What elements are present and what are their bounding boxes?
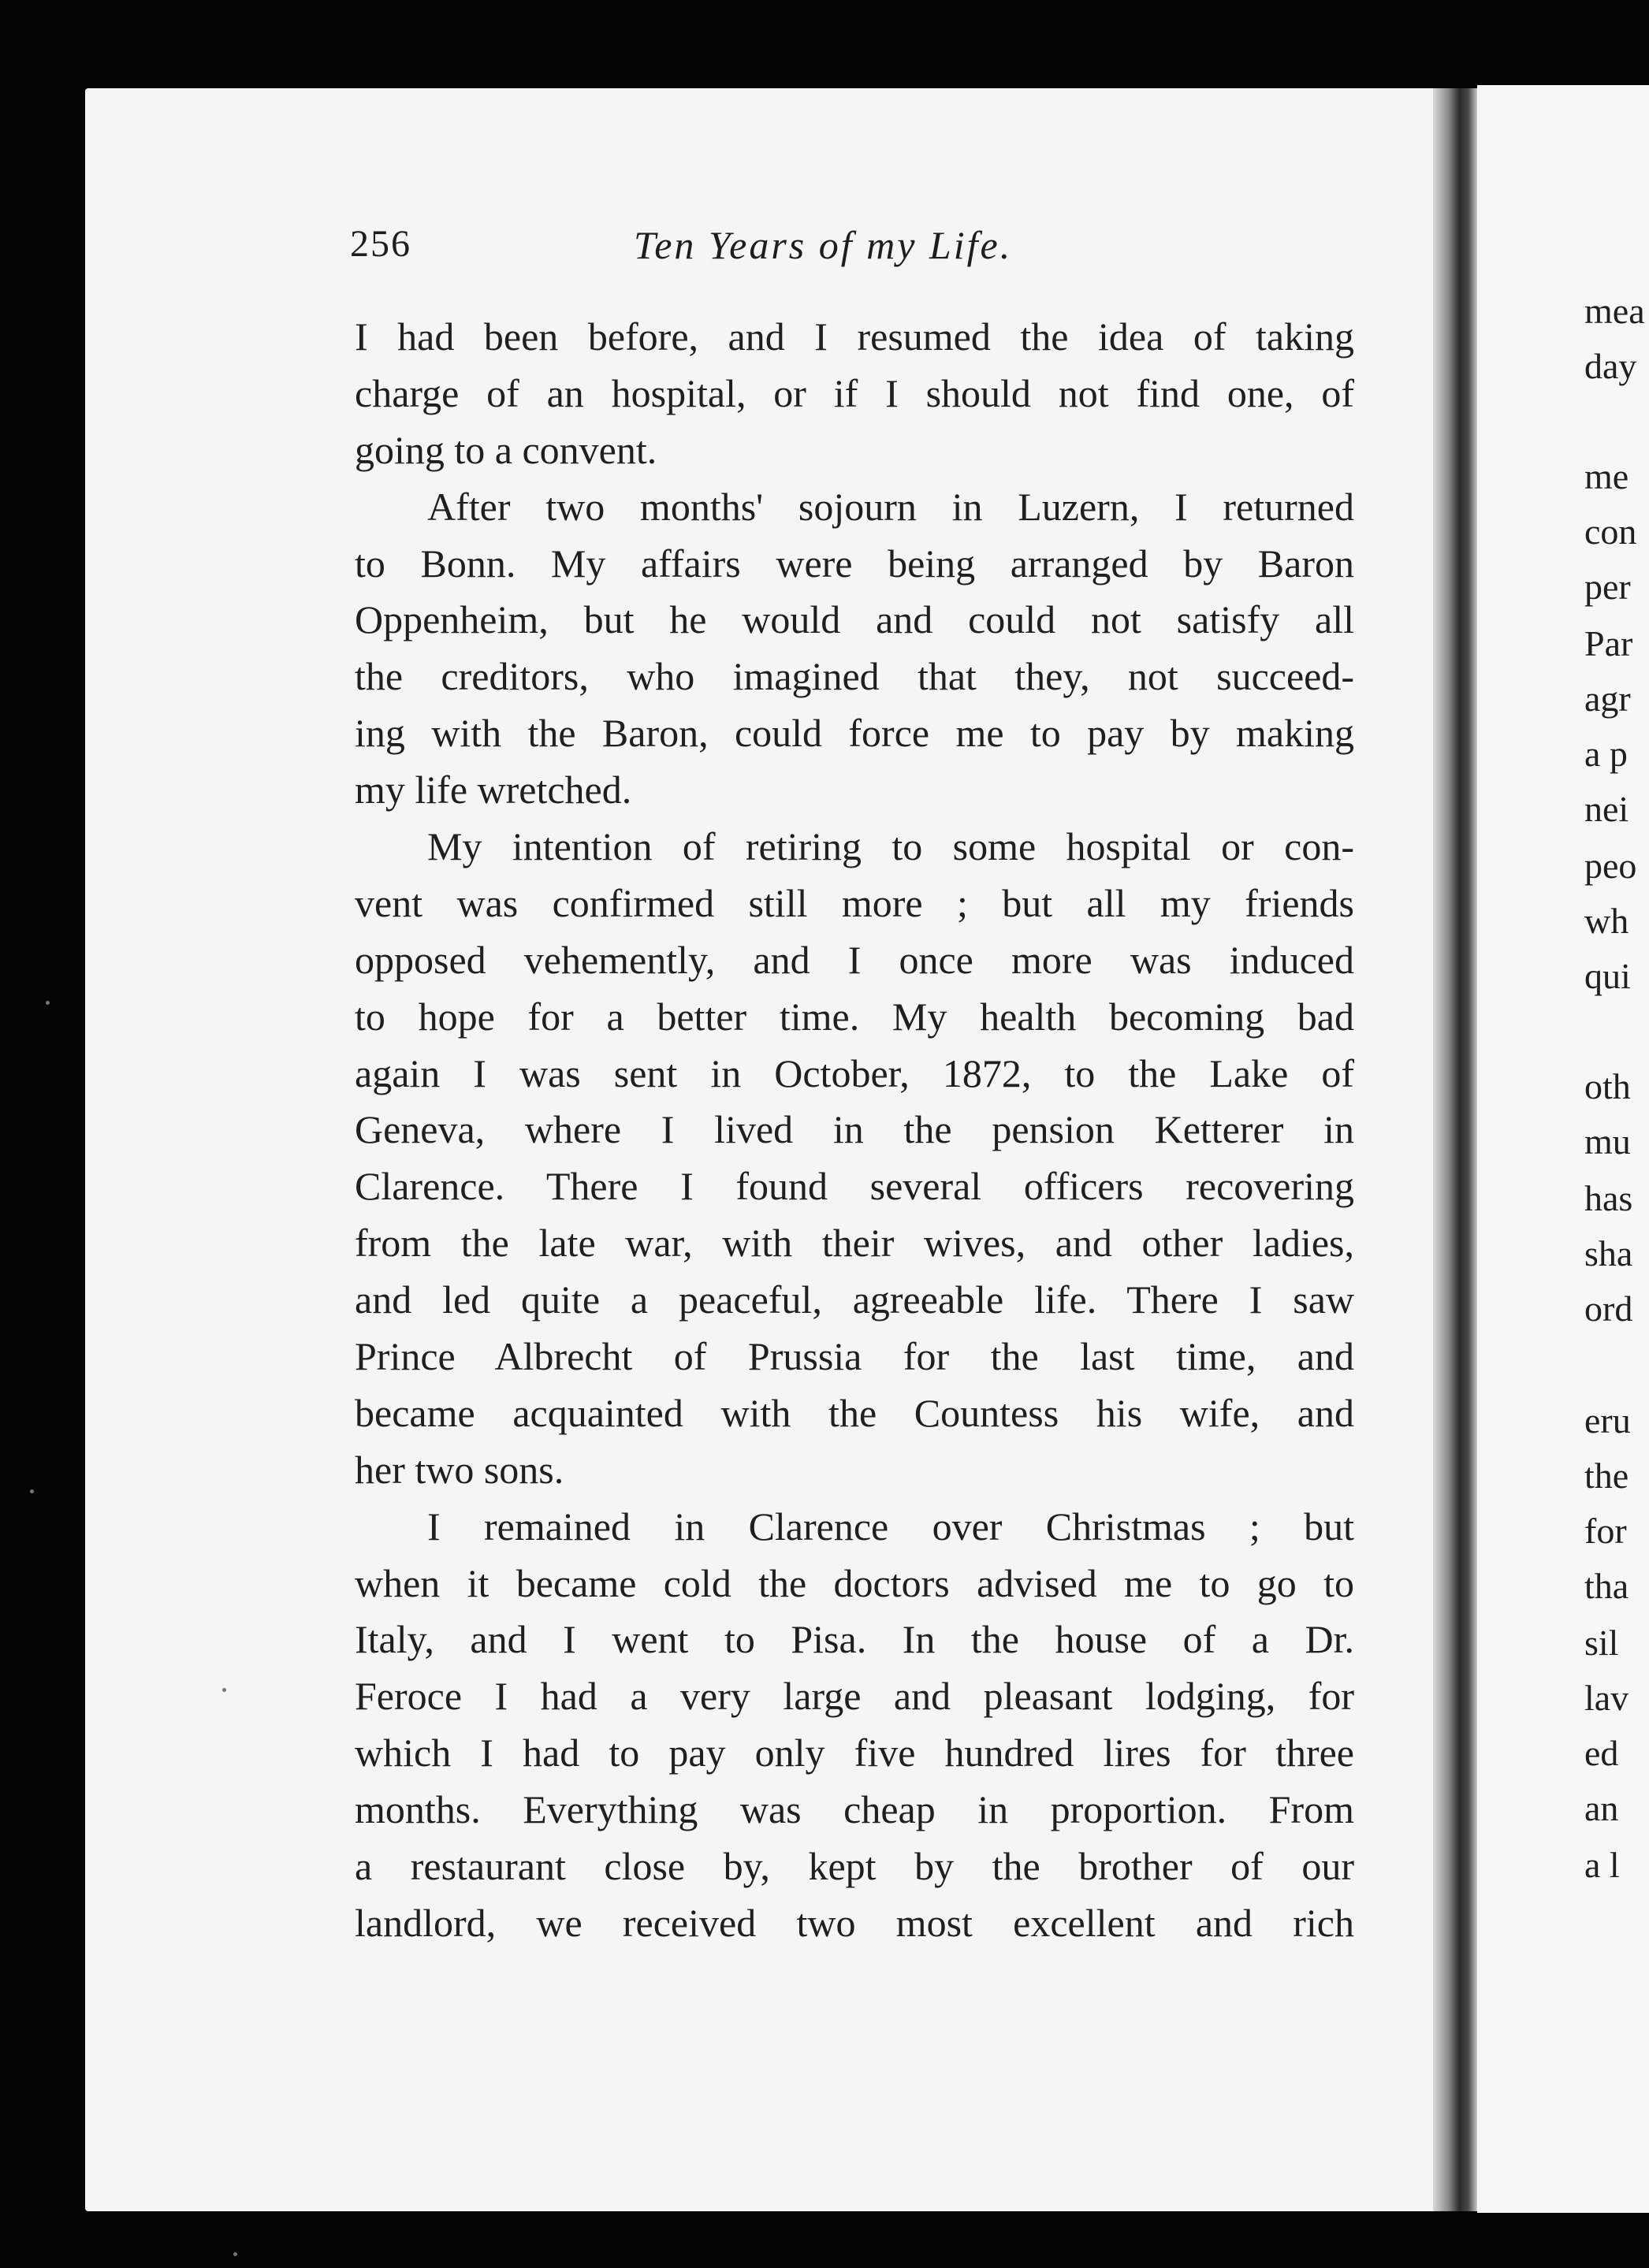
scan-speck — [233, 2252, 237, 2256]
facing-fragment: mea — [1584, 291, 1645, 331]
text-line: After two months' sojourn in Luzern, I returned — [427, 484, 1354, 529]
facing-fragment: me — [1584, 456, 1629, 496]
text-line: Oppenheim, but he would and could not satisfy all — [355, 597, 1354, 642]
text-line: my life wretched. — [355, 768, 632, 812]
facing-fragment: ord — [1584, 1288, 1633, 1329]
text-line: which I had to pay only five hundred lires for three — [355, 1731, 1354, 1775]
facing-fragment: eru — [1584, 1400, 1631, 1441]
facing-fragment: sha — [1584, 1233, 1633, 1273]
scan-speck — [222, 1688, 226, 1692]
text-line: Clarence. There I found several officers recovering — [355, 1164, 1354, 1209]
text-line: when it became cold the doctors advised me to go to — [355, 1560, 1354, 1605]
text-line: Italy, and I went to Pisa. In the house of a Dr. — [355, 1617, 1354, 1662]
text-line: I had been before, and I resumed the idea of taking — [355, 314, 1354, 359]
facing-fragment: the — [1584, 1456, 1629, 1496]
text-line: ing with the Baron, could force me to pay by making — [355, 711, 1354, 756]
facing-fragment: oth — [1584, 1066, 1631, 1106]
facing-fragment: agr — [1584, 679, 1631, 719]
text-line: My intention of retiring to some hospital or con- — [427, 824, 1354, 869]
text-line: months. Everything was cheap in proportion. From — [355, 1787, 1354, 1832]
text-line: Feroce I had a very large and pleasant lodging, for — [355, 1674, 1354, 1719]
scan-speck — [46, 1001, 50, 1005]
text-line: her two sons. — [355, 1447, 564, 1492]
text-line: opposed vehemently, and I once more was induced — [355, 937, 1354, 982]
page-number: 256 — [350, 223, 411, 265]
text-line: to hope for a better time. My health becoming bad — [355, 994, 1354, 1039]
facing-fragment: peo — [1584, 846, 1637, 886]
scan-speck — [30, 1489, 34, 1493]
facing-fragment: for — [1584, 1511, 1627, 1551]
facing-fragment: an — [1584, 1788, 1619, 1828]
book-gutter — [1433, 88, 1477, 2211]
facing-fragment: wh — [1584, 901, 1629, 941]
text-line: again I was sent in October, 1872, to the Lake of — [355, 1050, 1354, 1095]
text-line: charge of an hospital, or if I should not find one, of — [355, 370, 1354, 415]
text-line: the creditors, who imagined that they, not succeed- — [355, 654, 1354, 699]
text-line: landlord, we received two most excellent and rich — [355, 1900, 1354, 1945]
facing-fragment: con — [1584, 511, 1637, 552]
facing-fragment: has — [1584, 1178, 1633, 1218]
text-line: vent was confirmed still more ; but all my friends — [355, 880, 1354, 925]
text-line: and led quite a peaceful, agreeable life. There I saw — [355, 1277, 1354, 1322]
facing-fragment: per — [1584, 567, 1631, 607]
facing-fragment: Par — [1584, 623, 1633, 664]
text-line: going to a convent. — [355, 427, 657, 472]
text-line: Geneva, where I lived in the pension Ketterer in — [355, 1107, 1354, 1152]
text-line: I remained in Clarence over Christmas ; but — [427, 1504, 1354, 1549]
facing-fragment: tha — [1584, 1566, 1629, 1606]
facing-fragment: lav — [1584, 1678, 1629, 1718]
text-line: to Bonn. My affairs were being arranged by Baron — [355, 541, 1354, 586]
facing-fragment: day — [1584, 346, 1637, 386]
running-head — [350, 222, 1355, 285]
facing-fragment: a p — [1584, 734, 1628, 774]
facing-fragment: ed — [1584, 1733, 1619, 1773]
facing-fragment: a l — [1584, 1845, 1620, 1885]
body-text — [355, 309, 1354, 2027]
running-title: Ten Years of my Life. — [634, 223, 1013, 267]
text-line: from the late war, with their wives, and other ladies, — [355, 1221, 1354, 1266]
text-line: became acquainted with the Countess his wife, and — [355, 1390, 1354, 1435]
facing-fragment: qui — [1584, 956, 1631, 996]
text-line: Prince Albrecht of Prussia for the last time, and — [355, 1334, 1354, 1379]
facing-fragment: sil — [1584, 1623, 1619, 1663]
facing-fragment: nei — [1584, 789, 1629, 829]
text-line: a restaurant close by, kept by the brother of our — [355, 1844, 1354, 1889]
facing-fragment: mu — [1584, 1121, 1631, 1162]
